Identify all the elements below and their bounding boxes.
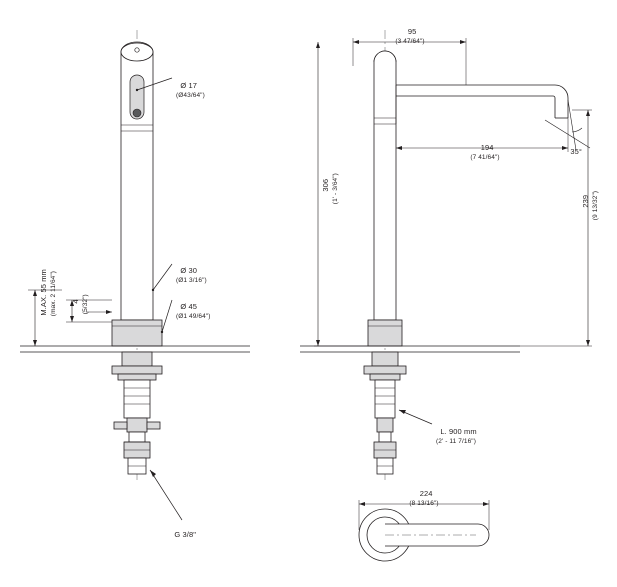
label-4mm-inch: (5/32") [82, 294, 89, 315]
label-d17: Ø 17 (Ø43/64") [176, 81, 205, 99]
label-306: 306 [321, 178, 330, 192]
front-base-collar [112, 320, 162, 346]
label-95: 95 (3 47/64") [395, 27, 425, 45]
label-hose-length: L. 900 mm (2' - 11 7/16") [436, 427, 477, 445]
label-194: 194 (7 41/64") [470, 143, 500, 161]
side-hose-leader [399, 410, 432, 424]
front-thread-leader [150, 470, 182, 520]
label-max55: M.AX. 55 mm [39, 269, 48, 316]
label-d45: Ø 45 (Ø1 49/64") [176, 302, 211, 320]
plan-view-body [359, 509, 489, 561]
label-306-inch: (1' - 3/64") [332, 173, 339, 205]
label-d30: Ø 30 (Ø1 3/16") [176, 266, 207, 284]
front-spout-body [121, 42, 153, 320]
label-max55-inch: (max. 2 11/64") [50, 270, 57, 317]
label-thread-g38: G 3/8" [174, 530, 196, 539]
label-239: 239 [581, 194, 590, 208]
label-239-inch: (9 13/32") [592, 190, 599, 221]
label-224: 224 (8 13/16") [409, 489, 439, 507]
front-d30-leader [152, 264, 172, 291]
side-under-counter-assembly [364, 352, 406, 474]
front-under-counter-assembly [112, 352, 162, 474]
label-4mm: 4 [71, 299, 80, 304]
side-spout-body [368, 51, 568, 346]
label-angle-35: 35° [570, 147, 583, 156]
front-d45-leader [161, 300, 172, 333]
